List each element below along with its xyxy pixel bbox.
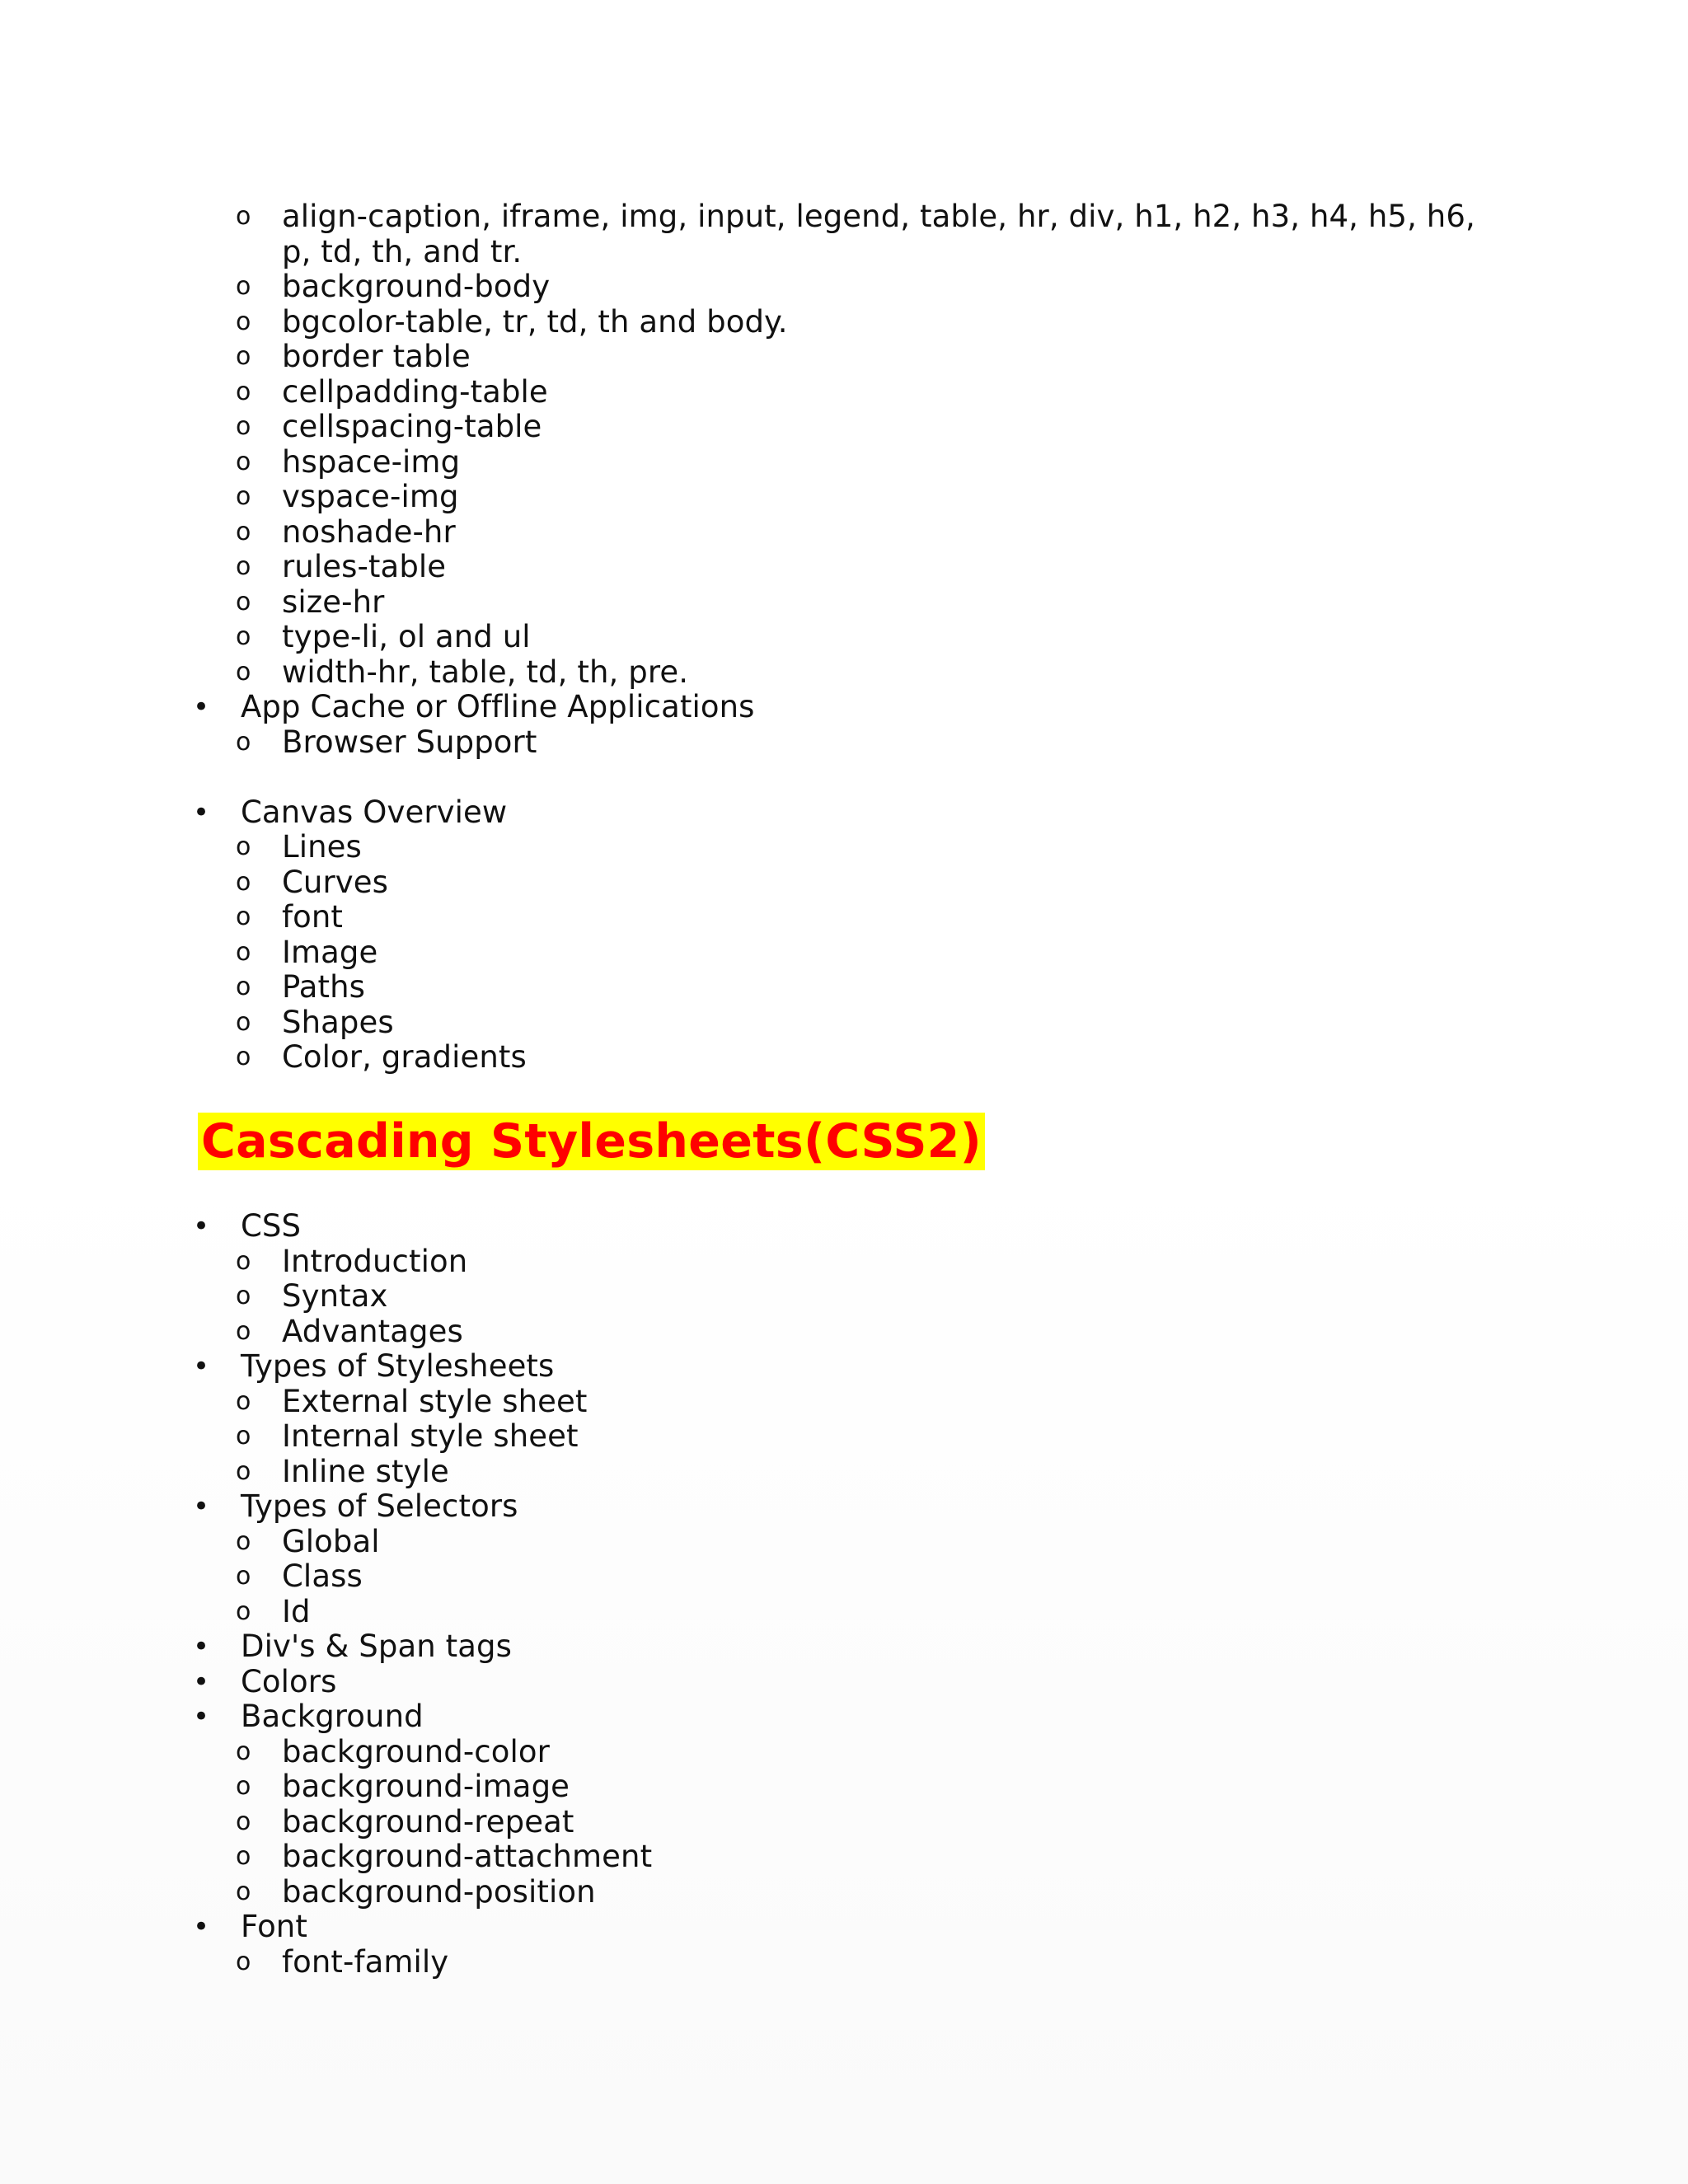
list-item	[236, 654, 689, 691]
list-item	[236, 1243, 468, 1280]
list-item	[236, 303, 788, 340]
list-item	[236, 899, 344, 935]
list-item	[236, 1418, 579, 1455]
list-item-text: Syntax	[282, 1278, 388, 1314]
list-item-text: cellspacing-table	[282, 409, 542, 444]
circle-bullet-icon: o	[236, 1386, 251, 1416]
list-item	[193, 1699, 424, 1735]
list-item-text: font-family	[282, 1943, 449, 1980]
circle-bullet-icon: o	[236, 1246, 251, 1276]
list-item	[236, 269, 551, 305]
list-item	[193, 1488, 518, 1525]
list-item-text: Div's & Span tags	[241, 1629, 512, 1664]
bullet-icon: •	[193, 691, 210, 724]
circle-bullet-icon: o	[236, 1877, 251, 1906]
circle-bullet-icon: o	[236, 1043, 251, 1071]
list-item	[236, 373, 548, 410]
list-item	[193, 1909, 307, 1945]
circle-bullet-icon: o	[236, 902, 251, 931]
list-item	[193, 1348, 555, 1385]
circle-bullet-icon: o	[236, 482, 251, 511]
circle-bullet-icon: o	[236, 1807, 251, 1836]
list-item	[236, 1278, 388, 1315]
list-item-text: Id	[282, 1593, 311, 1629]
list-item	[236, 409, 542, 445]
list-item-text: font	[282, 899, 344, 935]
circle-bullet-icon: o	[236, 832, 251, 861]
list-item	[193, 794, 508, 831]
circle-bullet-icon: o	[236, 1736, 251, 1766]
list-item-text: Class	[282, 1558, 363, 1594]
list-item-text: Browser Support	[282, 724, 537, 760]
list-item-text: Color, gradients	[282, 1039, 527, 1075]
list-item-text: size-hr	[282, 583, 385, 620]
list-item-text: cellpadding-table	[282, 373, 548, 410]
list-item	[193, 1208, 302, 1244]
list-item-text: rules-table	[282, 549, 447, 584]
bullet-icon: •	[193, 1700, 210, 1733]
bullet-icon: •	[193, 1910, 210, 1943]
list-item-text: Shapes	[282, 1004, 394, 1040]
list-item-text: background-image	[282, 1769, 570, 1804]
list-item-text: Global	[282, 1523, 380, 1559]
section-heading: Cascading Stylesheets(CSS2)	[201, 1114, 982, 1169]
list-item	[236, 1769, 570, 1805]
list-item	[236, 934, 378, 971]
list-item-text: Types of Selectors	[241, 1488, 518, 1524]
circle-bullet-icon: o	[236, 867, 251, 897]
list-item	[193, 689, 755, 725]
circle-bullet-icon: o	[236, 272, 251, 301]
list-item-text: Colors	[241, 1663, 337, 1699]
list-item-text: border table	[282, 339, 471, 374]
list-item-text: External style sheet	[282, 1383, 588, 1419]
bullet-icon: •	[193, 1210, 210, 1243]
circle-bullet-icon: o	[236, 1007, 251, 1037]
circle-bullet-icon: o	[236, 587, 251, 616]
circle-bullet-icon: o	[236, 307, 251, 336]
circle-bullet-icon: o	[236, 412, 251, 441]
list-item	[236, 1839, 653, 1875]
circle-bullet-icon: o	[236, 447, 251, 476]
circle-bullet-icon: o	[236, 937, 251, 967]
list-item-text: background-body	[282, 269, 551, 304]
list-item	[236, 1733, 550, 1770]
heading-highlight	[198, 1113, 985, 1170]
list-item-text: App Cache or Offline Applications	[241, 689, 755, 724]
list-item	[236, 969, 366, 1005]
list-item-text: Background	[241, 1699, 424, 1734]
list-item-text: bgcolor-table, tr, td, th and body.	[282, 303, 788, 340]
list-item-text: vspace-img	[282, 479, 459, 514]
circle-bullet-icon: o	[236, 1772, 251, 1801]
circle-bullet-icon: o	[236, 517, 251, 546]
circle-bullet-icon: o	[236, 1947, 251, 1976]
circle-bullet-icon: o	[236, 1422, 251, 1451]
list-item	[236, 583, 385, 621]
list-item	[236, 1943, 449, 1980]
list-item-text: CSS	[241, 1208, 302, 1244]
list-item-text: background-position	[282, 1873, 596, 1910]
circle-bullet-icon: o	[236, 202, 251, 231]
list-item-text: Lines	[282, 829, 362, 865]
list-item	[236, 1558, 363, 1595]
list-item	[236, 1803, 574, 1840]
list-item	[236, 1383, 588, 1420]
list-item	[193, 1629, 512, 1665]
circle-bullet-icon: o	[236, 1456, 251, 1486]
list-item-text: hspace-img	[282, 443, 461, 480]
list-item	[236, 1593, 311, 1630]
list-item	[236, 1004, 394, 1041]
circle-bullet-icon: o	[236, 622, 251, 651]
circle-bullet-icon: o	[236, 342, 251, 371]
list-item-text: background-repeat	[282, 1803, 574, 1840]
list-item-text: Canvas Overview	[241, 794, 508, 830]
circle-bullet-icon: o	[236, 1282, 251, 1310]
circle-bullet-icon: o	[236, 1842, 251, 1871]
list-item-text: width-hr, table, td, th, pre.	[282, 654, 689, 690]
circle-bullet-icon: o	[236, 727, 251, 757]
circle-bullet-icon: o	[236, 1596, 251, 1626]
circle-bullet-icon: o	[236, 1562, 251, 1591]
list-item	[193, 1663, 337, 1700]
list-item	[236, 199, 1493, 269]
circle-bullet-icon: o	[236, 1526, 251, 1556]
list-item	[236, 513, 456, 551]
circle-bullet-icon: o	[236, 972, 251, 1001]
list-item	[236, 443, 461, 480]
bullet-icon: •	[193, 795, 210, 829]
list-item	[236, 864, 389, 901]
bullet-icon: •	[193, 1350, 210, 1383]
list-item-text: Font	[241, 1909, 307, 1944]
list-item-text: background-color	[282, 1733, 550, 1769]
list-item-text: Introduction	[282, 1243, 468, 1279]
list-item-text: background-attachment	[282, 1839, 653, 1874]
circle-bullet-icon: o	[236, 377, 251, 406]
list-item-text: Inline style	[282, 1453, 449, 1489]
bullet-icon: •	[193, 1665, 210, 1699]
list-item-text: Advantages	[282, 1313, 463, 1349]
list-item	[236, 1873, 596, 1910]
list-item-text: Internal style sheet	[282, 1418, 579, 1454]
list-item-text: type-li, ol and ul	[282, 619, 531, 654]
list-item	[236, 724, 537, 761]
list-item-text: Paths	[282, 969, 366, 1005]
circle-bullet-icon: o	[236, 552, 251, 581]
list-item	[236, 1313, 463, 1350]
list-item	[236, 1453, 449, 1490]
list-item-text: Types of Stylesheets	[241, 1348, 555, 1384]
list-item-text: noshade-hr	[282, 513, 456, 550]
list-item	[236, 479, 459, 515]
circle-bullet-icon: o	[236, 657, 251, 687]
list-item	[236, 339, 471, 375]
bullet-icon: •	[193, 1630, 210, 1663]
list-item-text: Curves	[282, 864, 389, 900]
list-item	[236, 829, 362, 865]
list-item	[236, 1523, 380, 1560]
circle-bullet-icon: o	[236, 1316, 251, 1346]
list-item-text: Image	[282, 934, 378, 970]
bullet-icon: •	[193, 1490, 210, 1523]
list-item	[236, 549, 447, 585]
list-item	[236, 619, 531, 655]
list-item-text: align-caption, iframe, img, input, legend, table, hr, div, h1, h2, h3, h4, h5, h6, p, td, th, and tr.	[282, 199, 1475, 269]
list-item	[236, 1039, 527, 1076]
